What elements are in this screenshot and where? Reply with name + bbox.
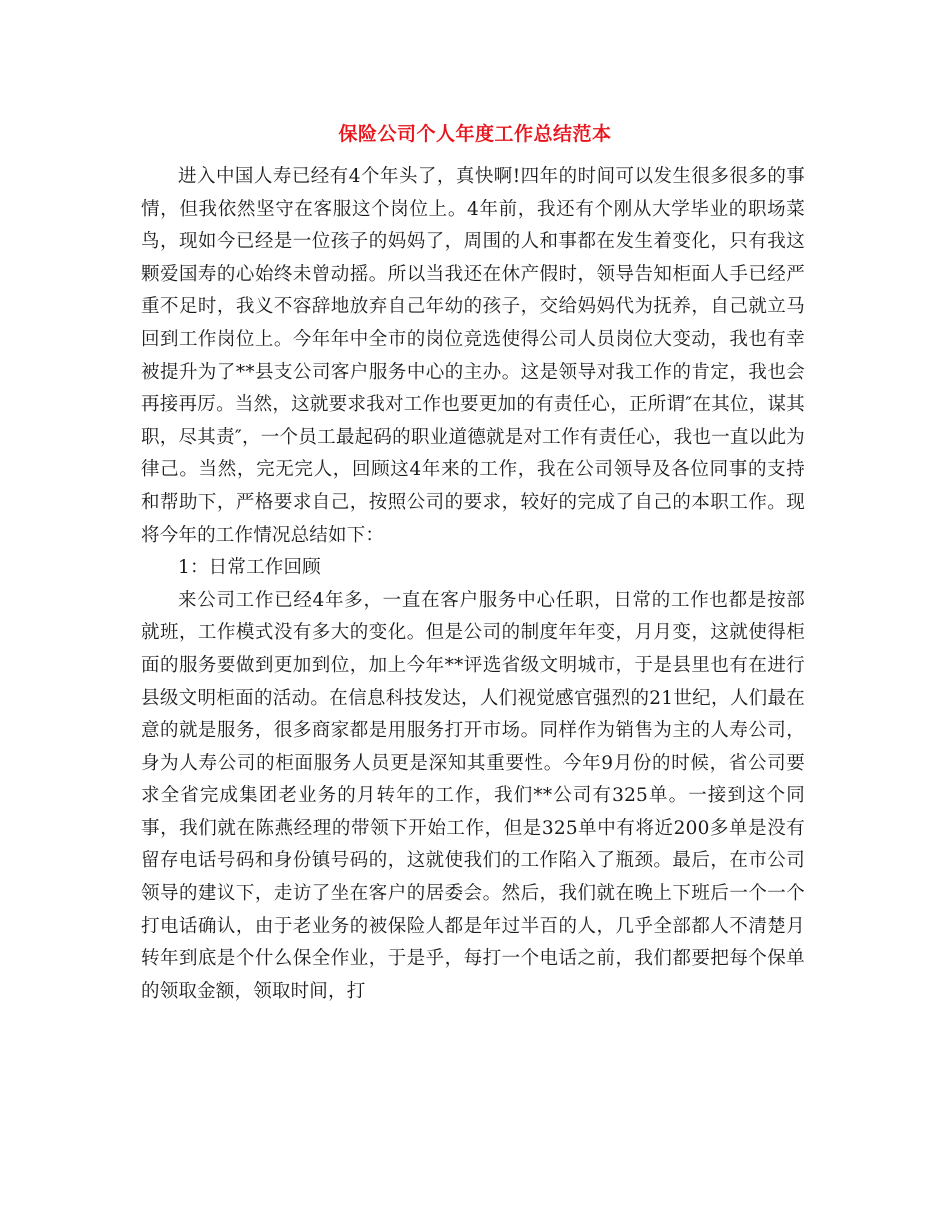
document-title: 保险公司个人年度工作总结范本 bbox=[338, 123, 612, 145]
paragraph-intro: 进入中国人寿已经有4个年头了，真快啊!四年的时间可以发生很多很多的事情，但我依然坚守在客服这个岗位上。4年前，我还有个刚从大学毕业的职场菜鸟，现如今已经是一位孩子的妈妈了，周围的人和事都在发生着变化，只有我这颗爱国寿的心始终未曾动摇。所以当我还在休产假时，领导告知柜面人手已经严重不足时，我义不容辞地放弃自己年幼的孩子，交给妈妈代为抚养，自己就立马回到工作岗位上。今年年中全市的岗位竞选使得公司人员岗位大变动，我也有幸被提升为了**县支公司客户服务中心的主办。这是领导对我工作的肯定，我也会再接再厉。当然，这就要求我对工作也要更加的有责任心，正所谓″在其位，谋其职，尽其责″，一个员工最起码的职业道德就是对工作有责任心，我也一直以此为律己。当然，完无完人，回顾这4年来的工作，我在公司领导及各位同事的支持和帮助下，严格要求自己，按照公司的要求，较好的完成了自己的本职工作。现将今年的工作情况总结如下： bbox=[141, 166, 805, 546]
section-heading-daily-work: 1：日常工作回顾 bbox=[178, 557, 321, 579]
paragraph-daily-work: 来公司工作已经4年多，一直在客户服务中心任职，日常的工作也都是按部就班，工作模式没有多大的变化。但是公司的制度年年变，月月变，这就使得柜面的服务要做到更加到位，加上今年**评选省级文明城市，于是县里也有在进行县级文明柜面的活动。在信息科技发达，人们视觉感官强烈的21世纪，人们最在意的就是服务，很多商家都是用服务打开市场。同样作为销售为主的人寿公司，身为人寿公司的柜面服务人员更是深知其重要性。今年9月份的时候，省公司要求全省完成集团老业务的月转年的工作，我们**公司有325单。一接到这个同事，我们就在陈燕经理的带领下开始工作，但是325单中有将近200多单是没有留存电话号码和身份镇号码的，这就使我们的工作陷入了瓶颈。最后，在市公司领导的建议下，走访了坐在客户的居委会。然后，我们就在晚上下班后一个一个打电话确认，由于老业务的被保险人都是年过半百的人，几乎全部都人不清楚月转年到底是个什么保全作业，于是乎，每打一个电话之前，我们都要把每个保单的领取金额，领取时间，打 bbox=[141, 589, 805, 1002]
document-body bbox=[141, 161, 805, 1008]
